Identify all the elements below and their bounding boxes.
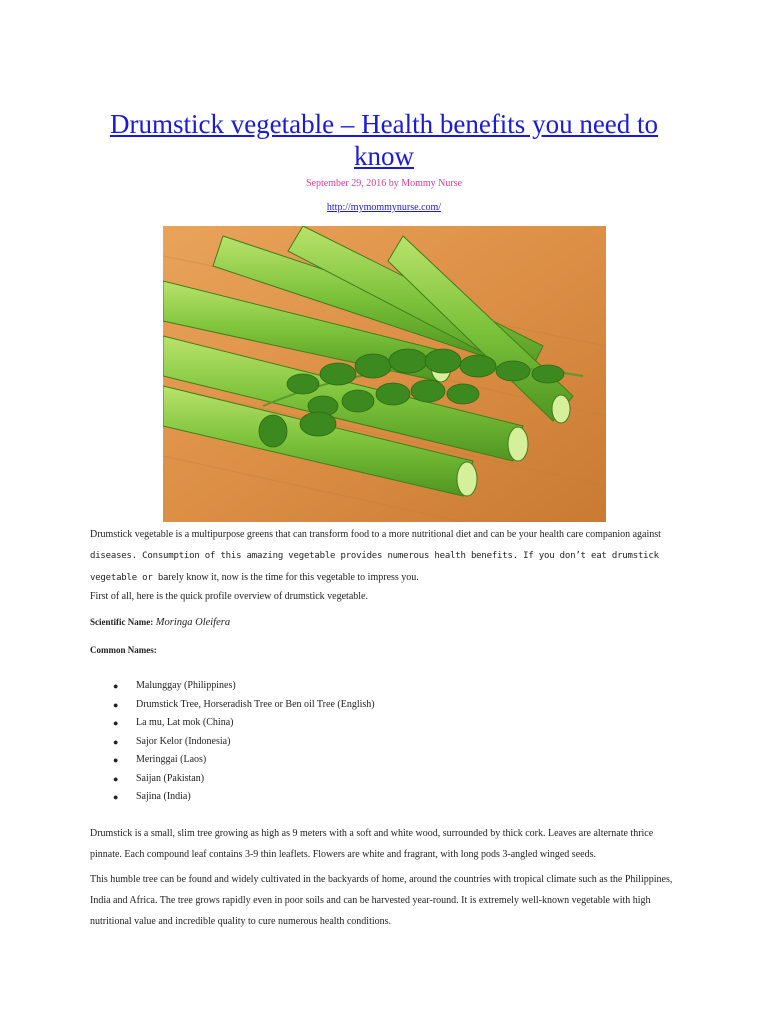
- scientific-name-label: Scientific Name:: [90, 617, 154, 627]
- common-names-heading: [90, 640, 680, 661]
- list-item: [90, 696, 490, 715]
- bullet-icon: ●: [113, 736, 119, 747]
- list-item-text: Sajor Kelor (Indonesia): [136, 735, 231, 747]
- bullet-icon: ●: [113, 755, 119, 765]
- common-names-label: Common Names:: [90, 645, 157, 655]
- list-item-text: Saijan (Pakistan): [136, 772, 205, 784]
- intro-text-1: Drumstick vegetable is a multipurpose greens that can transform food to a more nutritional diet and can be your health care companion against: [90, 529, 661, 540]
- bullet-icon: ●: [113, 681, 119, 691]
- scientific-name-row: [90, 612, 680, 633]
- article-title-link[interactable]: Drumstick vegetable – Health benefits you need to know: [109, 109, 659, 171]
- list-item: [90, 733, 490, 752]
- bullet-icon: ●: [113, 792, 119, 802]
- list-item: [90, 677, 490, 696]
- source-url-link[interactable]: http://mymommynurse.com/: [326, 202, 442, 213]
- list-item-text: Meringgai (Laos): [136, 754, 207, 765]
- bullet-icon: ●: [113, 773, 119, 784]
- bullet-icon: ●: [113, 699, 119, 710]
- scientific-name-value: Moringa Oleifera: [155, 617, 231, 628]
- list-item-text: Sajina (India): [136, 791, 191, 802]
- bullet-icon: ●: [113, 718, 119, 728]
- common-names-list: [90, 677, 490, 807]
- list-item-text: La mu, Lat mok (China): [136, 717, 234, 728]
- list-item: [90, 714, 490, 733]
- intro-text-2: diseases. Consumption of this amazing vegetable provides numerous health benefits. If you don’t eat drumstick vegetable or ba: [90, 551, 659, 583]
- drumstick-illustration: [163, 226, 606, 522]
- list-item-text: Drumstick Tree, Horseradish Tree or Ben oil Tree (English): [136, 698, 375, 710]
- drumstick-photo: [163, 226, 606, 522]
- habitat-paragraph: This humble tree can be found and widely cultivated in the backyards of home, around the countries with tropical climate such as the Philippines, India and Africa. The tree grows rapidly even in poor soils and can be harvested year-round. It is extremely well-known vegetable with high nutritional value and incredible quality to cure numerous health conditions.: [90, 874, 673, 927]
- list-item: [90, 751, 490, 770]
- article-meta: September 29, 2016 by Mommy Nurse: [305, 178, 463, 189]
- list-item: [90, 770, 490, 789]
- intro-text-3: rely know it, now is the time for this vegetable to impress you.: [168, 572, 419, 583]
- list-item-text: Malunggay (Philippines): [136, 680, 236, 691]
- intro-paragraph: [90, 524, 680, 589]
- overview-paragraph: First of all, here is the quick profile overview of drumstick vegetable.: [90, 591, 368, 602]
- list-item: [90, 788, 490, 807]
- description-paragraph: Drumstick is a small, slim tree growing as high as 9 meters with a soft and white wood, surrounded by thick cork. Leaves are alternate thrice pinnate. Each compound leaf contains 3-9 thin leaflets. Flowers are white and fragrant, with long pods 3-angled winged seeds.: [90, 828, 654, 860]
